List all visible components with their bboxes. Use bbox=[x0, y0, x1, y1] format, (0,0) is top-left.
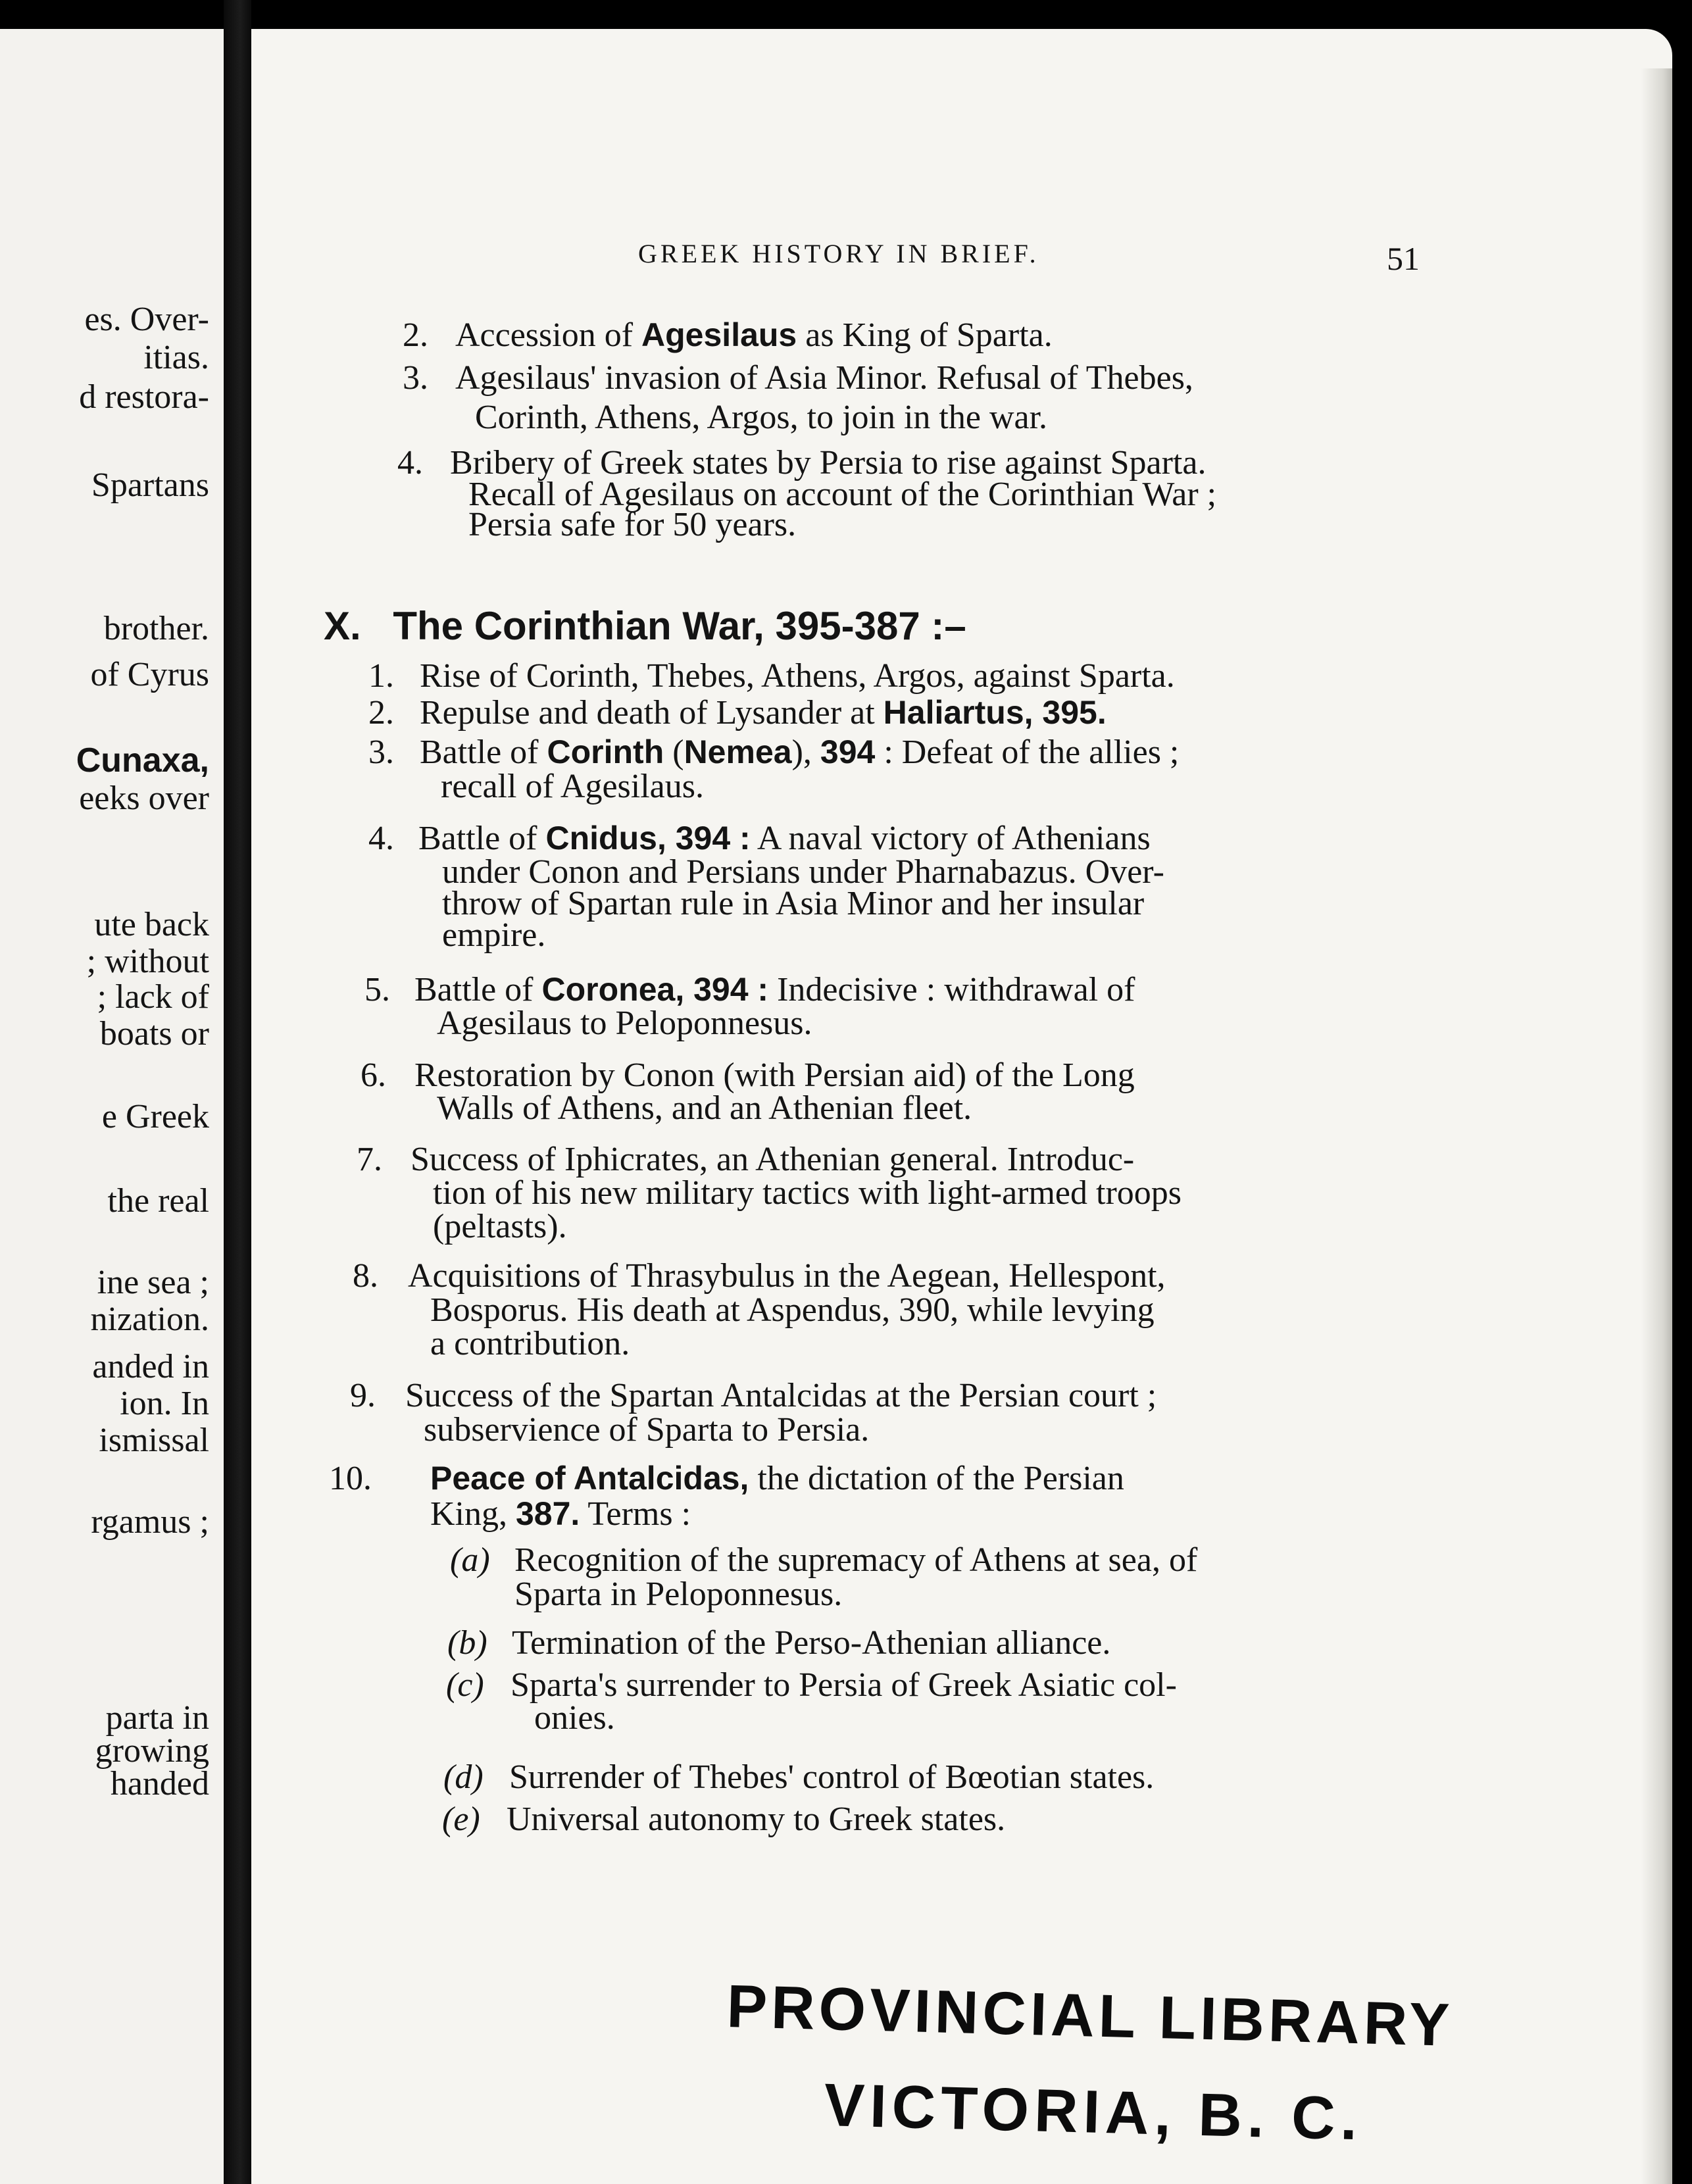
previous-page-text-fragment: Spartans bbox=[91, 466, 209, 504]
item-number: 3. bbox=[368, 733, 394, 771]
text-line bbox=[420, 659, 1175, 693]
text-run: under Conon and Persians under Pharnabazus. Over- bbox=[442, 853, 1164, 891]
bold-text-run: Agesilaus bbox=[641, 316, 797, 353]
text-line bbox=[424, 1413, 869, 1447]
text-line bbox=[437, 1091, 972, 1126]
text-line bbox=[468, 508, 796, 542]
previous-page-text-fragment: e Greek bbox=[101, 1098, 209, 1135]
text-run: Battle of bbox=[420, 733, 547, 771]
previous-page-fragment bbox=[0, 29, 224, 2184]
text-line bbox=[430, 1327, 630, 1361]
text-line bbox=[418, 822, 1151, 856]
previous-page-text-fragment: the real bbox=[107, 1182, 209, 1220]
previous-page-text-fragment: ion. In bbox=[120, 1385, 209, 1422]
text-run: Corinth, Athens, Argos, to join in the war. bbox=[475, 399, 1048, 436]
text-run: (peltasts). bbox=[433, 1208, 567, 1245]
bold-text-run: Cnidus, 394 : bbox=[545, 820, 751, 856]
running-head: GREEK HISTORY IN BRIEF. bbox=[638, 239, 1039, 268]
item-number: 4. bbox=[368, 820, 394, 857]
text-run: Termination of the Perso-Athenian alliance. bbox=[512, 1624, 1111, 1662]
text-run: as King of Sparta. bbox=[797, 316, 1053, 354]
bold-text-run: Nemea bbox=[684, 733, 792, 770]
text-run: Surrender of Thebes' control of Bœotian states. bbox=[509, 1758, 1155, 1796]
item-number: 3. bbox=[403, 359, 428, 397]
text-line bbox=[405, 1379, 1157, 1413]
text-line bbox=[475, 401, 1047, 435]
text-run: Battle of bbox=[414, 971, 542, 1008]
text-run: Agesilaus' invasion of Asia Minor. Refusal of Thebes, bbox=[455, 359, 1193, 397]
page-edge-shadow bbox=[1641, 68, 1672, 2184]
previous-page-text-fragment: anded in bbox=[92, 1348, 209, 1385]
text-run: throw of Spartan rule in Asia Minor and her insular bbox=[442, 885, 1145, 922]
text-run: A naval victory of Athenians bbox=[750, 820, 1151, 857]
term-letter: (a) bbox=[450, 1541, 490, 1579]
text-line bbox=[411, 1143, 1134, 1177]
text-line bbox=[507, 1802, 1005, 1837]
text-run: Success of the Spartan Antalcidas at the Persian court ; bbox=[405, 1377, 1157, 1414]
previous-page-text-fragment: eeks over bbox=[79, 780, 209, 817]
text-run: Recognition of the supremacy of Athens at sea, of bbox=[514, 1541, 1198, 1579]
text-line bbox=[430, 1497, 691, 1531]
previous-page-text-fragment: boats or bbox=[99, 1015, 209, 1053]
text-run: Success of Iphicrates, an Athenian general. Introduc- bbox=[411, 1141, 1135, 1178]
text-line bbox=[534, 1701, 615, 1735]
text-run: Walls of Athens, and an Athenian fleet. bbox=[437, 1089, 972, 1127]
text-line bbox=[514, 1543, 1197, 1577]
text-run: Battle of bbox=[418, 820, 546, 857]
previous-page-text-fragment: ine sea ; bbox=[97, 1264, 209, 1301]
previous-page-text-fragment: rgamus ; bbox=[91, 1503, 209, 1541]
item-number: 10. bbox=[329, 1460, 372, 1497]
text-run: : Defeat of the allies ; bbox=[875, 733, 1180, 771]
text-run: tion of his new military tactics with light-armed troops bbox=[433, 1174, 1182, 1212]
item-number: 1. bbox=[368, 657, 394, 695]
text-run: Universal autonomy to Greek states. bbox=[507, 1800, 1006, 1838]
text-line bbox=[512, 1626, 1110, 1660]
previous-page-text-fragment: brother. bbox=[103, 610, 209, 647]
section-title: The Corinthian War, 395-387 :– bbox=[393, 604, 966, 648]
previous-page-text-fragment: es. Over- bbox=[84, 301, 209, 338]
previous-page-text-fragment: handed bbox=[110, 1765, 209, 1802]
text-line bbox=[414, 1058, 1135, 1093]
previous-page-text-fragment: growing bbox=[95, 1732, 209, 1770]
text-run: subservience of Sparta to Persia. bbox=[424, 1411, 870, 1449]
term-letter: (e) bbox=[442, 1800, 480, 1838]
previous-page-text-fragment: ; lack of bbox=[97, 978, 209, 1016]
text-run: Restoration by Conon (with Persian aid) of the Long bbox=[414, 1056, 1135, 1094]
stamp-line-1: PROVINCIAL LIBRARY bbox=[726, 1973, 1455, 2059]
section-numeral: X. bbox=[324, 604, 361, 648]
text-line bbox=[509, 1760, 1154, 1795]
text-line bbox=[430, 1462, 1124, 1496]
text-run: Recall of Agesilaus on account of the Corinthian War ; bbox=[468, 476, 1217, 513]
text-run: empire. bbox=[442, 916, 546, 954]
text-line bbox=[414, 973, 1135, 1007]
bold-text-run: Coronea, 394 : bbox=[541, 971, 769, 1008]
previous-page-text-fragment: d restora- bbox=[79, 378, 209, 416]
item-number: 2. bbox=[368, 694, 394, 732]
text-line bbox=[455, 318, 1053, 353]
text-line bbox=[408, 1259, 1166, 1293]
item-number: 7. bbox=[357, 1141, 382, 1178]
text-run: Indecisive : withdrawal of bbox=[768, 971, 1135, 1008]
text-run: recall of Agesilaus. bbox=[441, 768, 704, 805]
bold-text-run: 394 bbox=[820, 733, 876, 770]
previous-page-text-fragment: itias. bbox=[143, 339, 209, 376]
term-letter: (d) bbox=[443, 1758, 484, 1796]
text-line bbox=[430, 1293, 1155, 1328]
item-number: 2. bbox=[403, 316, 428, 354]
text-run: Accession of bbox=[455, 316, 642, 354]
item-number: 9. bbox=[350, 1377, 376, 1414]
book-gutter bbox=[224, 0, 251, 2184]
text-line bbox=[420, 735, 1179, 770]
term-letter: (c) bbox=[446, 1666, 484, 1704]
text-line bbox=[437, 1006, 812, 1041]
item-number: 4. bbox=[397, 444, 423, 482]
text-run: King, bbox=[430, 1495, 516, 1533]
bold-text-run: Haliartus, 395. bbox=[883, 694, 1107, 731]
text-run: Bosporus. His death at Aspendus, 390, while levying bbox=[430, 1291, 1155, 1329]
text-run: Repulse and death of Lysander at bbox=[420, 694, 883, 732]
text-run: Persia safe for 50 years. bbox=[468, 506, 797, 543]
bold-text-run: Peace of Antalcidas, bbox=[430, 1460, 749, 1497]
previous-page-text-fragment: parta in bbox=[105, 1699, 209, 1737]
text-line bbox=[455, 361, 1193, 395]
text-run: Acquisitions of Thrasybulus in the Aegean, Hellespont, bbox=[408, 1257, 1166, 1295]
stamp-line-2: VICTORIA, B. C. bbox=[823, 2072, 1364, 2153]
item-number: 5. bbox=[364, 971, 390, 1008]
term-letter: (b) bbox=[447, 1624, 487, 1662]
text-line bbox=[433, 1176, 1182, 1210]
previous-page-text-fragment: ismissal bbox=[99, 1422, 209, 1459]
text-run: ( bbox=[664, 733, 684, 771]
previous-page-text-fragment: Cunaxa, bbox=[76, 741, 209, 780]
bold-text-run: Corinth bbox=[547, 733, 664, 770]
text-line bbox=[433, 1210, 567, 1244]
previous-page-text-fragment: ute back bbox=[94, 906, 209, 943]
text-line bbox=[442, 918, 545, 953]
text-line bbox=[514, 1577, 842, 1612]
page-number: 51 bbox=[1387, 240, 1420, 277]
text-run: Bribery of Greek states by Persia to rise against Sparta. bbox=[450, 444, 1207, 482]
text-run: ), bbox=[791, 733, 820, 771]
text-run: onies. bbox=[534, 1699, 615, 1737]
text-run: a contribution. bbox=[430, 1325, 630, 1362]
scan-border bbox=[1672, 0, 1692, 2184]
item-number: 8. bbox=[353, 1257, 378, 1295]
previous-page-text-fragment: of Cyrus bbox=[90, 656, 209, 693]
previous-page-text-fragment: ; without bbox=[86, 943, 209, 980]
bold-text-run: 387. bbox=[516, 1495, 580, 1532]
text-line bbox=[441, 770, 704, 804]
item-number: 6. bbox=[361, 1056, 386, 1094]
book-page bbox=[251, 29, 1672, 2184]
text-line bbox=[510, 1668, 1177, 1702]
section-heading bbox=[324, 604, 966, 648]
text-line bbox=[420, 696, 1107, 730]
text-run: Rise of Corinth, Thebes, Athens, Argos, against Sparta. bbox=[420, 657, 1175, 695]
previous-page-text-fragment: nization. bbox=[90, 1301, 209, 1338]
text-run: Sparta's surrender to Persia of Greek Asiatic col- bbox=[510, 1666, 1177, 1704]
text-run: Sparta in Peloponnesus. bbox=[514, 1576, 843, 1613]
text-line bbox=[442, 887, 1144, 921]
text-run: Agesilaus to Peloponnesus. bbox=[437, 1005, 812, 1042]
text-run: the dictation of the Persian bbox=[749, 1460, 1124, 1497]
text-run: Terms : bbox=[580, 1495, 691, 1533]
